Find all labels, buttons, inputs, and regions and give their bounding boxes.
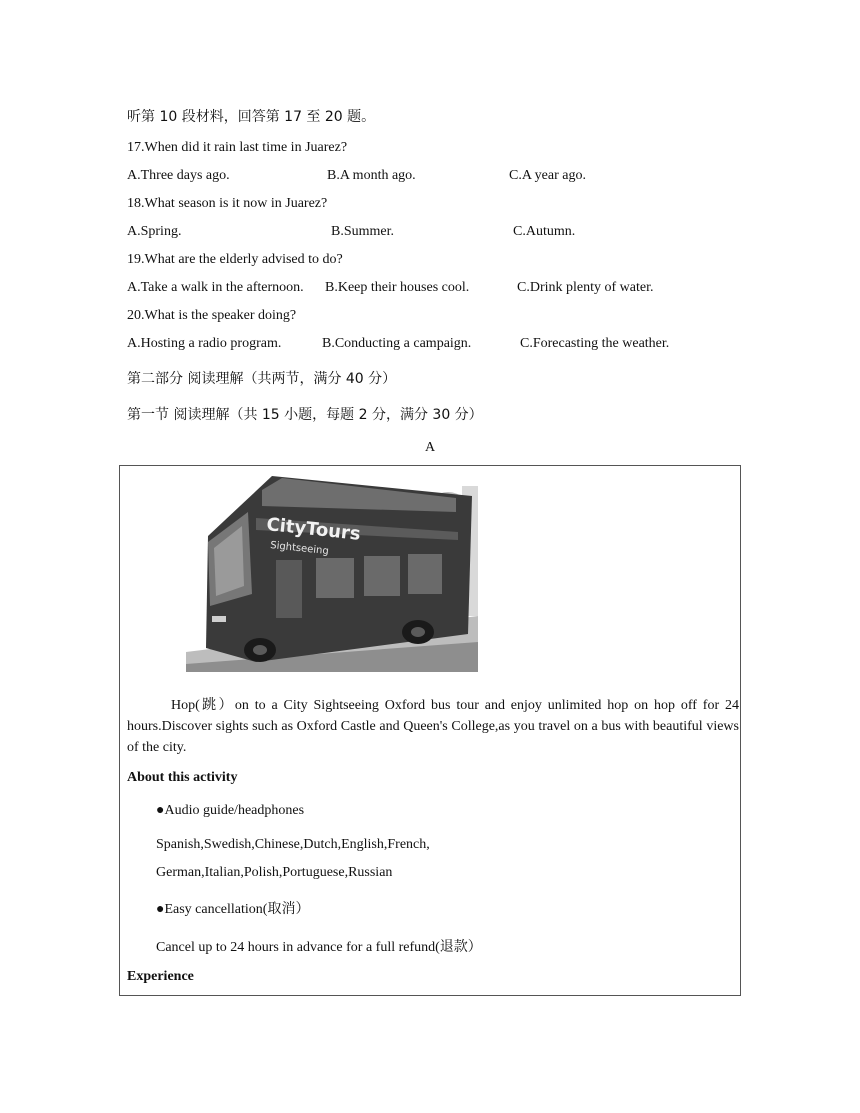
- question-19-option-b: B.Keep their houses cool.: [325, 280, 470, 295]
- question-20-option-a: A.Hosting a radio program.: [127, 336, 282, 351]
- section1-heading: 第一节 阅读理解（共 15 小题，每题 2 分，满分 30 分）: [127, 407, 483, 423]
- passage-label: A: [425, 440, 436, 455]
- question-18-option-a: A.Spring.: [127, 224, 182, 239]
- question-18-stem: 18.What season is it now in Juarez?: [127, 196, 328, 211]
- question-17-stem: 17.When did it rain last time in Juarez?: [127, 140, 348, 155]
- question-20-option-c: C.Forecasting the weather.: [520, 336, 670, 351]
- cancellation-detail: Cancel up to 24 hours in advance for a full refund(退款）: [156, 940, 482, 955]
- about-activity-heading: About this activity: [127, 770, 238, 785]
- part2-heading: 第二部分 阅读理解（共两节，满分 40 分）: [127, 371, 397, 387]
- section-intro: 听第 10 段材料，回答第 17 至 20 题。: [127, 109, 376, 125]
- question-17-option-a: A.Three days ago.: [127, 168, 230, 183]
- question-17-option-c: C.A year ago.: [509, 168, 586, 183]
- languages-line-1: Spanish,Swedish,Chinese,Dutch,English,French,: [156, 837, 430, 852]
- passage-intro: Hop(跳）on to a City Sightseeing Oxford bus tour and enjoy unlimited hop on hop off for 24 hours.Discover sights such as Oxford Castle and Queen's College,as you travel on a bus with beautiful views of the city.: [127, 698, 739, 755]
- question-19-option-a: A.Take a walk in the afternoon.: [127, 280, 304, 295]
- question-19-stem: 19.What are the elderly advised to do?: [127, 252, 343, 267]
- question-20-stem: 20.What is the speaker doing?: [127, 308, 297, 323]
- bullet-easy-cancellation: ●Easy cancellation(取消）: [156, 902, 310, 917]
- question-19-option-c: C.Drink plenty of water.: [517, 280, 654, 295]
- question-17-option-b: B.A month ago.: [327, 168, 416, 183]
- bullet-audio-guide: ●Audio guide/headphones: [156, 803, 305, 818]
- sightseeing-bus-photo: [186, 466, 478, 672]
- bus-logo-line1: CityTours: [265, 514, 362, 545]
- bus-logo-line2: Sightseeing: [269, 540, 330, 558]
- experience-heading: Experience: [127, 969, 194, 984]
- question-18-option-c: C.Autumn.: [513, 224, 576, 239]
- question-18-option-b: B.Summer.: [331, 224, 395, 239]
- languages-line-2: German,Italian,Polish,Portuguese,Russian: [156, 865, 393, 880]
- question-20-option-b: B.Conducting a campaign.: [322, 336, 472, 351]
